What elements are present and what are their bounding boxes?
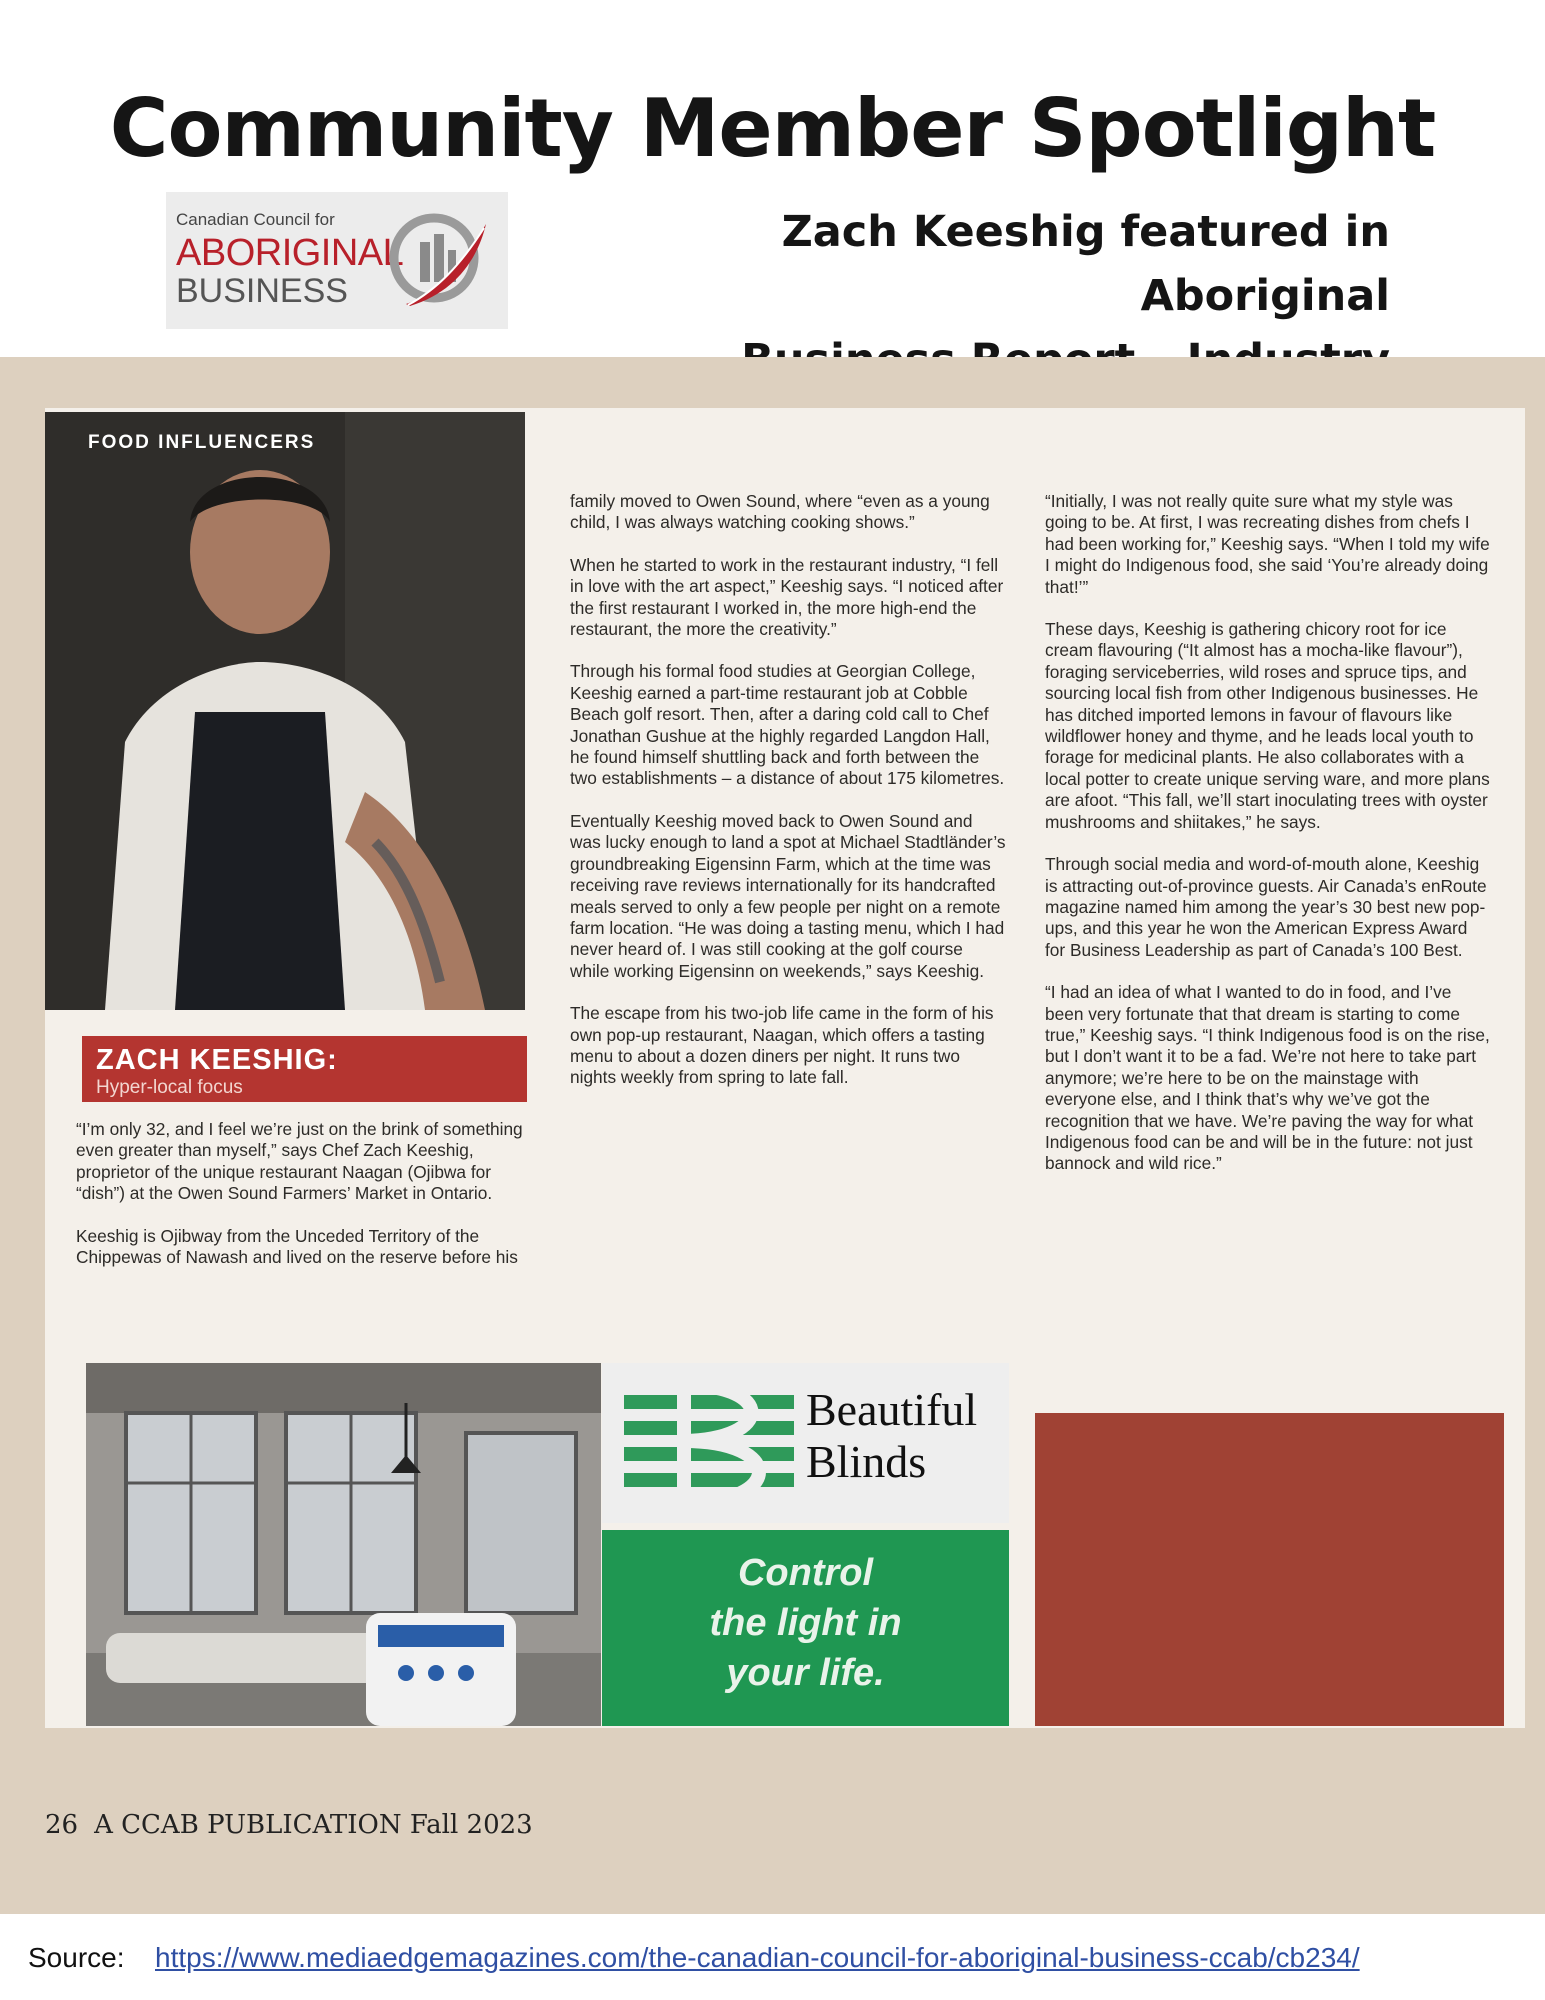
magazine-footer [45,1810,549,1840]
chef-name: ZACH KEESHIG: [96,1044,338,1076]
room-illustration [86,1363,601,1726]
ad-slogan-line-3: your life. [726,1652,885,1694]
ad-slogan-line-2: the light in [709,1602,902,1644]
page-title: Community Member Spotlight [109,82,1436,175]
red-panel [1035,1413,1504,1726]
paragraph: These days, Keeshig is gathering chicory root for ice cream flavouring (“It almost has a mocha-like flavour”), foraging serviceberries, wild roses and spruce tips, and sourcing local fish from other Indigenous businesses. He has ditched imported lemons in favour of flavours like wildflower honey and thyme, and he leads local youth to forage for medicinal plants. He also collaborates with a local potter to create unique serving ware, and more plans are afoot. “This fall, we’ll start inoculating trees with oyster mushrooms and shiitakes,” he says. [1045,619,1490,832]
paragraph: “Initially, I was not really quite sure what my style was going to be. At first, I was recreating dishes from chefs I had been working for,” Keeshig says. “When I told my wife I might do Indigenous food, she said ‘You’re already doing that!’” [1045,491,1490,597]
ad-room-photo [86,1363,601,1726]
logo-line-2: ABORIGINAL [176,232,404,274]
source-label: Source: [28,1942,125,1973]
article-column-3 [1045,491,1490,1196]
ad-brand-name [806,1384,1006,1488]
subtitle-line-1: Zach Keeshig featured in Aboriginal [781,207,1390,321]
ad-brand-line-2: Blinds [806,1436,927,1487]
feather-building-icon [386,206,496,316]
source-link[interactable]: https://www.mediaedgemagazines.com/the-canadian-council-for-aboriginal-business-ccab/cb234/ [155,1942,1360,1973]
ad-brand-line-1: Beautiful [806,1384,978,1435]
publication-name: A CCAB PUBLICATION Fall 2023 [94,1810,533,1840]
logo-line-1: Canadian Council for [176,210,335,229]
ad-slogan-line-1: Control [737,1552,874,1594]
ad-slogan [602,1548,1009,1698]
paragraph: Through social media and word-of-mouth alone, Keeshig is attracting out-of-province guests. Air Canada’s enRoute magazine named him among the year’s 30 best new pop-ups, and this year he won the American Express Award for Business Leadership as part of Canada’s 100 Best. [1045,854,1487,960]
chef-tagline: Hyper-local focus [96,1077,243,1098]
ccab-logo [166,192,508,329]
paragraph: Keeshig is Ojibway from the Unceded Territory of the Chippewas of Nawash and lived on the reserve before his [76,1225,518,1268]
article-column-1 [76,1119,526,1289]
chef-portrait-illustration [45,412,525,1010]
logo-line-3: BUSINESS [176,272,348,310]
paragraph: The escape from his two-job life came in the form of his own pop-up restaurant, Naagan, which offers a tasting menu to about a dozen diners per night. It runs two nights weekly from spring to late fall. [570,1003,994,1088]
chef-photo [45,412,525,1010]
section-kicker: FOOD INFLUENCERS [88,432,316,453]
paragraph: Through his formal food studies at Georgian College, Keeshig earned a part-time restaurant job at Cobble Beach golf resort. Then, after a daring cold call to Chef Jonathan Gushue at the highly regarded Langdon Hall, he found himself shuttling back and forth between the two establishments – a distance of about 175 kilometres. [570,661,1005,789]
paragraph: “I’m only 32, and I feel we’re just on the brink of something even greater than myself,” says Chef Zach Keeshig, proprietor of the unique restaurant Naagan (Ojibwa for “dish”) at the Owen Sound Farmers’ Market in Ontario. [76,1119,523,1204]
paragraph: Eventually Keeshig moved back to Owen Sound and was lucky enough to land a spot at Michael Stadtländer’s groundbreaking Eigensinn Farm, which at the time was receiving rave reviews internationally for its handcrafted meals served to only a few people per night on a remote farm location. “He was doing a tasting menu, which I had never heard of. I was still cooking at the golf course while working Eigensinn on weekends,” says Keeshig. [570,810,1006,981]
article-column-2 [570,491,1007,1110]
paragraph: When he started to work in the restaurant industry, “I fell in love with the art aspect,” Keeshig says. “I noticed after the first restaurant I worked in, the more high-end the restaurant, the more the creativity.” [570,554,1004,640]
paragraph: “I had an idea of what I wanted to do in food, and I’ve been very fortunate that that dream is starting to come true,” Keeshig says. “I think Indigenous food is on the rise, but I don’t want it to be a fad. We’re not here to take part anymore; we’re here to be on the mainstage with everyone else, and I think that’s why we’ve got the recognition that we have. We’re paving the way for what Indigenous food can be and will be in the future: not just bannock and wild rice.” [1045,982,1490,1174]
paragraph: family moved to Owen Sound, where “even as a young child, I was always watching cooking shows.” [570,491,990,533]
page-number: 26 [45,1810,79,1840]
blinds-logo-icon [624,1375,794,1515]
